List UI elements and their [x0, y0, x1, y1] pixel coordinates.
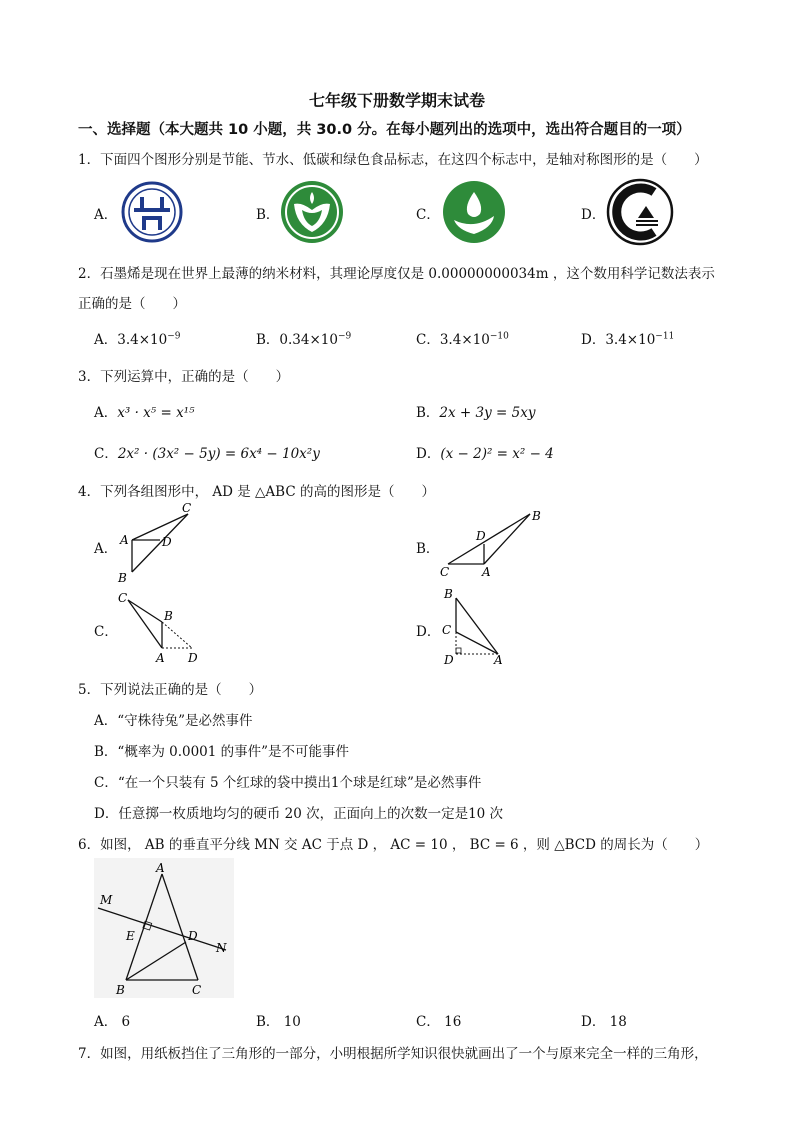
q4a-point-c: C	[182, 501, 192, 515]
q4a-point-a: A	[120, 533, 129, 547]
green-food-logo-icon	[606, 178, 674, 246]
q4-figure-d	[436, 584, 516, 670]
q4-figure-a	[112, 500, 202, 586]
q4c-point-a: A	[156, 651, 165, 665]
q6-point-b: B	[116, 983, 125, 997]
q2-stem-line2: 正确的是（ ）	[78, 296, 186, 312]
q4d-point-d: D	[444, 653, 454, 667]
q6-stem: 6．如图， AB 的垂直平分线 MN 交 AC 于点 D ， AC = 10 ， BC = 6 ，则 △BCD 的周长为（ ）	[78, 837, 709, 853]
q4b-point-a: A	[482, 565, 491, 579]
q4a-point-d: D	[162, 535, 172, 549]
q2-option-c: C．$3.4\times 10^{-10}$	[416, 331, 509, 348]
q6-point-e: E	[126, 929, 135, 943]
q4a-point-b: B	[118, 571, 127, 585]
q3-option-d: D．(x − 2)² = x² − 4	[416, 446, 554, 462]
q3-stem: 3．下列运算中，正确的是（ ）	[78, 369, 290, 385]
q4c-point-b: B	[164, 609, 173, 623]
q4c-point-d: D	[188, 651, 198, 665]
page-title: 七年级下册数学期末试卷	[308, 91, 485, 110]
q6-point-m: M	[100, 893, 113, 907]
q5-stem: 5．下列说法正确的是（ ）	[78, 682, 263, 698]
q4d-point-c: C	[442, 623, 452, 637]
q1-label-b: B．	[256, 207, 280, 223]
q4c-point-c: C	[118, 591, 128, 605]
q2-option-a: A．$3.4\times 10^{-9}$	[94, 331, 181, 348]
q4d-point-b: B	[444, 587, 453, 601]
q6-point-c: C	[192, 983, 202, 997]
q4b-point-b: B	[532, 509, 541, 523]
water-saving-logo-icon	[280, 180, 344, 244]
q6-option-d: D． 18	[581, 1014, 627, 1030]
q3-option-b: B．2x + 3y = 5xy	[416, 405, 536, 421]
q6-figure	[94, 858, 234, 998]
q2-stem-line1: 2．石墨烯是现在世界上最薄的纳米材料，其理论厚度仅是 0.00000000034m ，这个数用科学记数法表示	[78, 266, 715, 282]
q6-option-c: C． 16	[416, 1014, 462, 1030]
q4-label-c: C．	[94, 624, 118, 640]
q2-option-b: B．$0.34\times 10^{-9}$	[256, 331, 352, 348]
section-heading: 一、选择题（本大题共 10 小题，共 30.0 分。在每小题列出的选项中，选出符合题目的一项）	[78, 122, 691, 138]
q4-figure-c	[112, 588, 208, 668]
q4-figure-b	[436, 504, 556, 580]
q3-option-a: A．x³ · x⁵ = x¹⁵	[94, 405, 195, 421]
q2-option-d: D．$3.4\times 10^{-11}$	[581, 331, 675, 348]
q3-option-c: C．2x² · (3x² − 5y) = 6x⁴ − 10x²y	[94, 446, 320, 462]
energy-saving-logo-icon	[120, 180, 184, 244]
q6-point-a: A	[156, 861, 165, 875]
q4-label-d: D．	[416, 624, 441, 640]
q4-label-a: A．	[94, 541, 118, 557]
q7-stem: 7．如图，用纸板挡住了三角形的一部分，小明根据所学知识很快就画出了一个与原来完全一样的三角形，	[78, 1046, 708, 1062]
q5-option-c: C．“在一个只装有 5 个红球的袋中摸出1个球是红球”是必然事件	[94, 775, 482, 791]
q6-option-a: A． 6	[94, 1014, 131, 1030]
low-carbon-logo-icon	[442, 180, 506, 244]
q6-option-b: B． 10	[256, 1014, 301, 1030]
q4b-point-c: C	[440, 565, 450, 579]
q1-label-d: D．	[581, 207, 606, 223]
q5-option-b: B．“概率为 0.0001 的事件”是不可能事件	[94, 744, 350, 760]
q1-label-a: A．	[94, 207, 118, 223]
q4d-point-a: A	[494, 653, 503, 667]
q6-point-n: N	[216, 941, 227, 955]
q4b-point-d: D	[476, 529, 486, 543]
q4-stem: 4．下列各组图形中， AD 是 △ABC 的高的图形是（ ）	[78, 484, 435, 500]
q1-label-c: C．	[416, 207, 440, 223]
q4-label-b: B．	[416, 541, 440, 557]
q6-point-d: D	[188, 929, 198, 943]
q5-option-d: D．任意掷一枚质地均匀的硬币 20 次，正面向上的次数一定是10 次	[94, 806, 504, 822]
q5-option-a: A．“守株待兔”是必然事件	[94, 713, 253, 729]
q1-stem: 1．下面四个图形分别是节能、节水、低碳和绿色食品标志，在这四个标志中，是轴对称图形的是（ ）	[78, 152, 708, 168]
